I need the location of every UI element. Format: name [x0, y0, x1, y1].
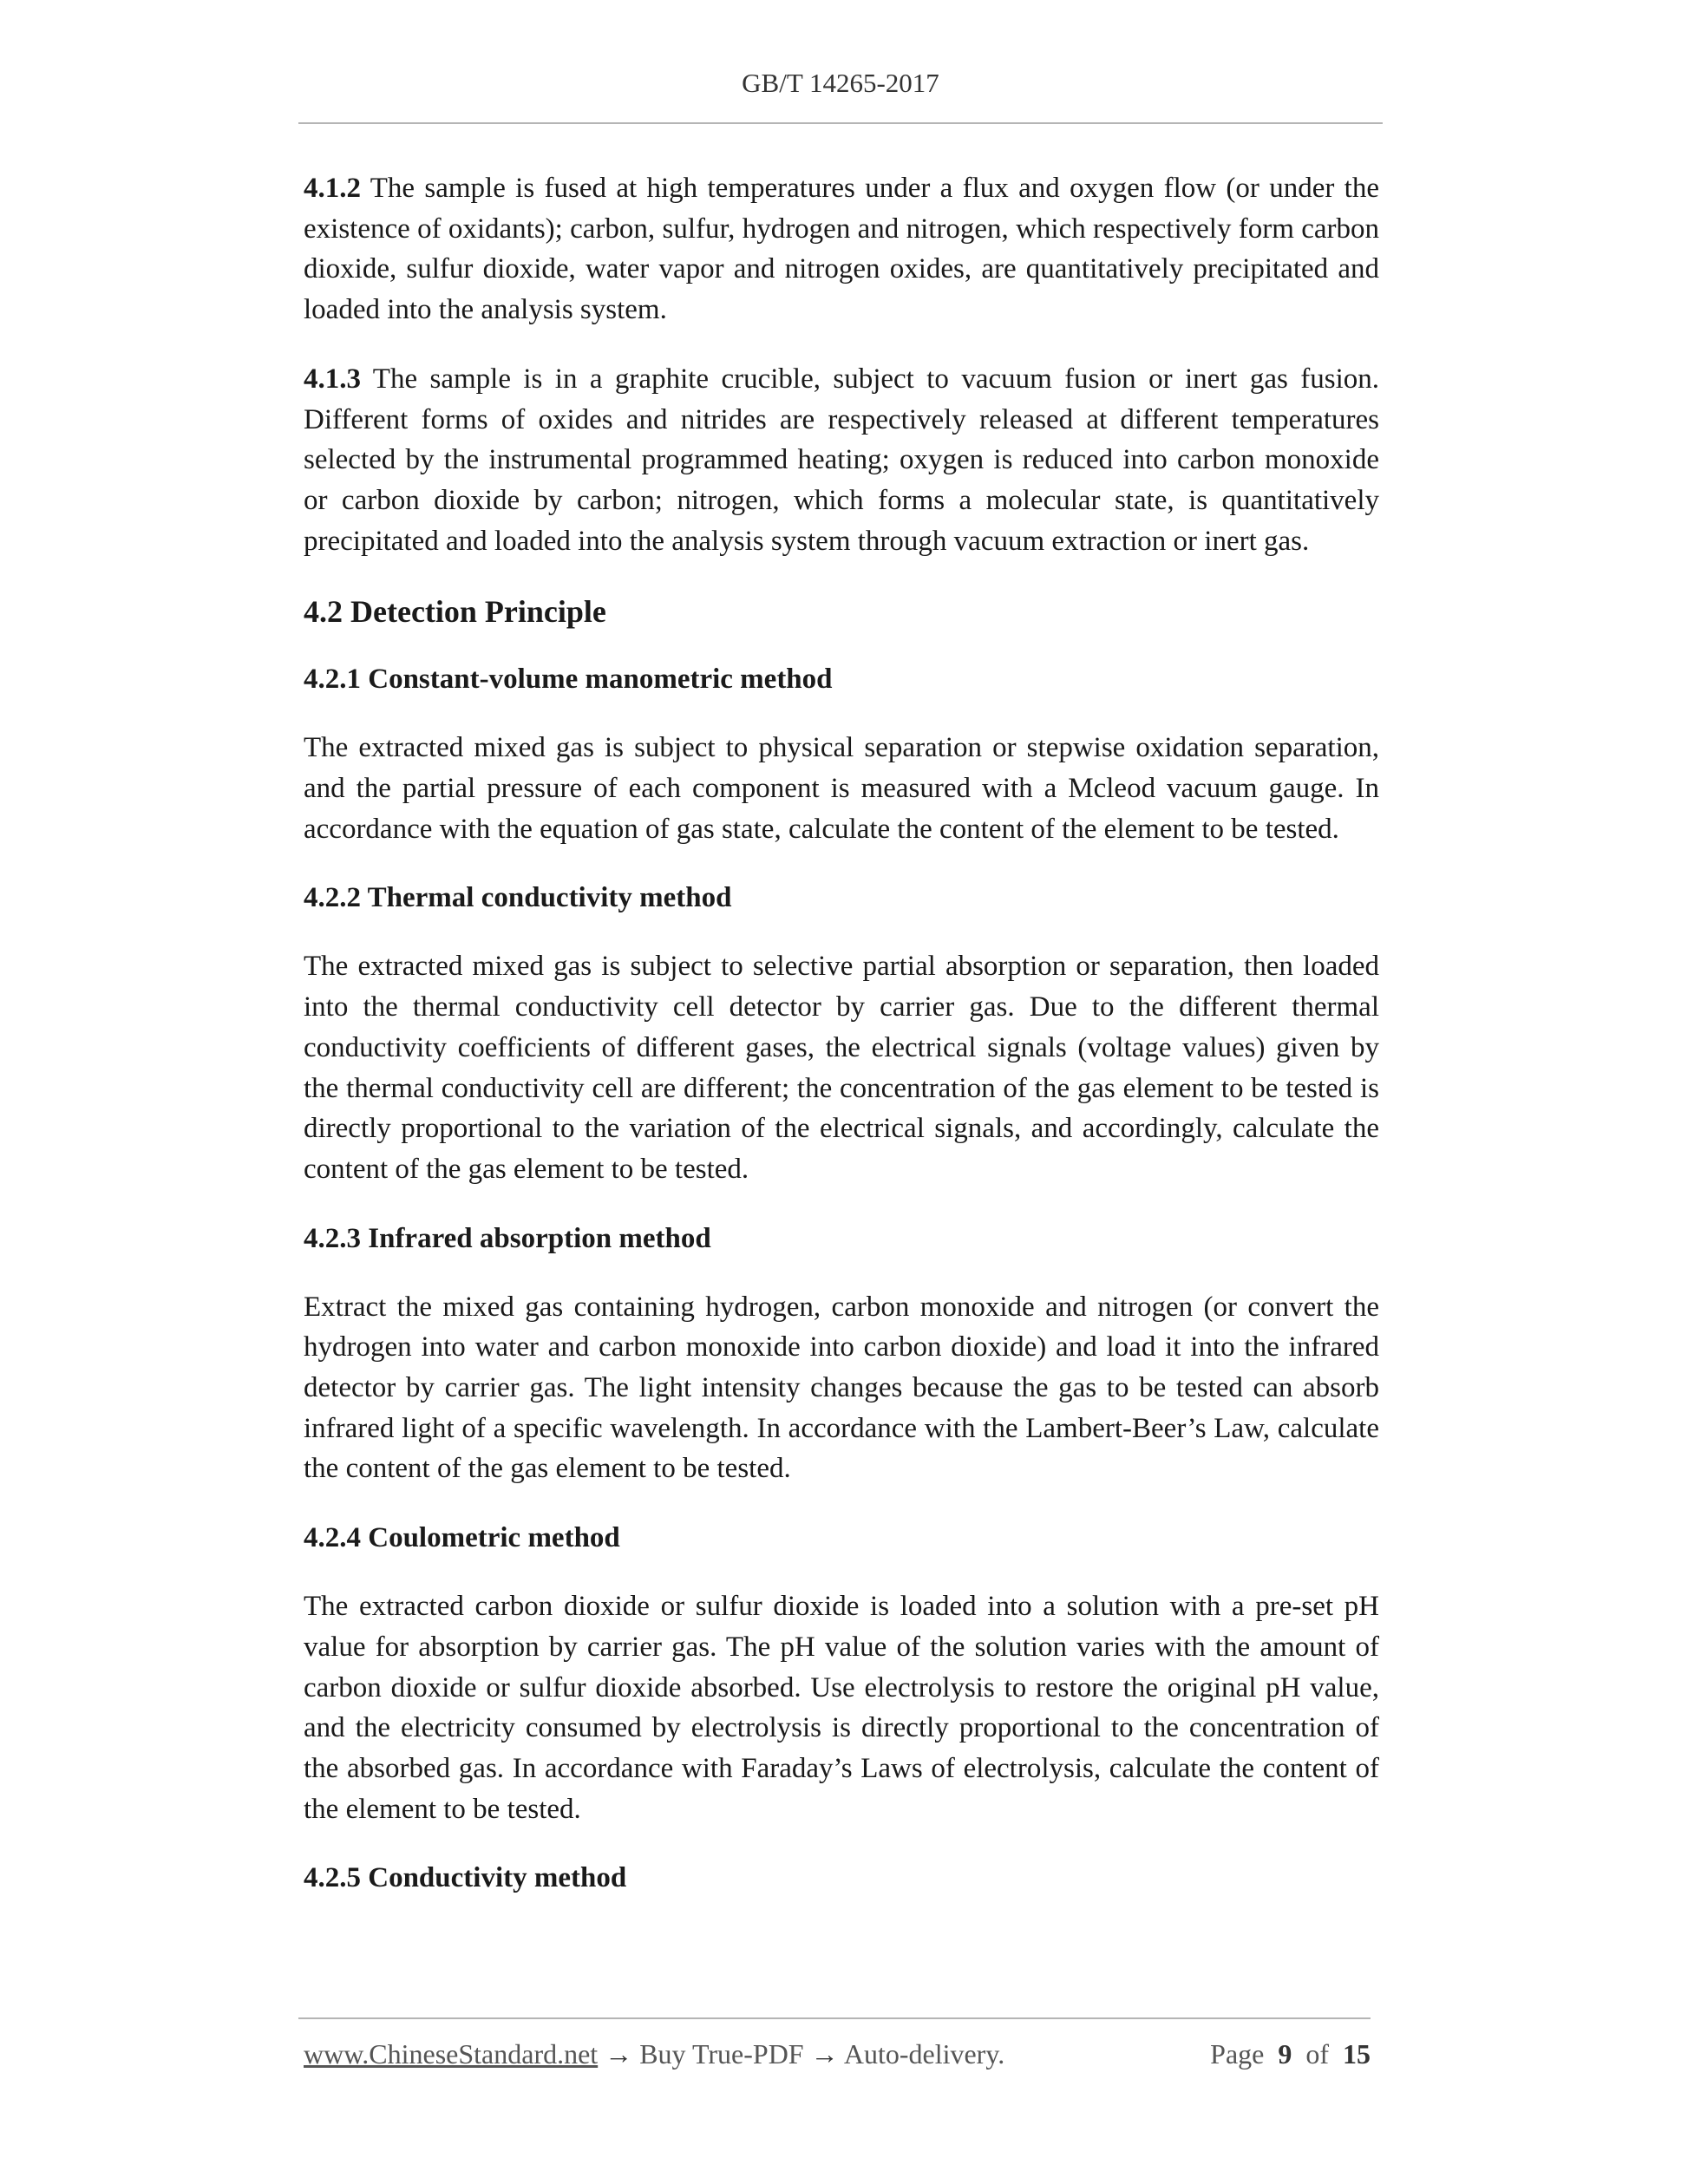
arrow-right-icon: →: [810, 2038, 839, 2070]
paragraph-4-1-3: [304, 359, 1379, 562]
paragraph-4-2-1: The extracted mixed gas is subject to physical separation or stepwise oxidation separation, and the partial pressure of each component is measured with a Mcleod vacuum gauge. In accordance with the equation of gas state, calculate the content of the element to be tested.: [304, 732, 1379, 845]
section-heading-4-2: 4.2 Detection Principle: [304, 594, 606, 630]
paragraph-4-2-4: The extracted carbon dioxide or sulfur dioxide is loaded into a solution with a pre-set pH value for absorption by carrier gas. The pH value of the solution varies with the amount of carbon dioxide or sulfur dioxide absorbed. Use electrolysis to restore the original pH value, and the electricity consumed by electrolysis is directly proportional to the concentration of the absorbed gas. In accordance with Faraday’s Laws of electrolysis, calculate the content of the element to be tested.: [304, 1591, 1379, 1825]
current-page-number: 9: [1278, 2038, 1292, 2070]
page-label: Page: [1210, 2038, 1265, 2070]
footer-divider: [298, 2017, 1371, 2019]
total-pages-number: 15: [1343, 2038, 1371, 2070]
delivery-text: Auto-delivery.: [838, 2038, 1005, 2070]
footer-promo: [304, 2038, 1004, 2070]
subsection-heading-4-2-2: 4.2.2 Thermal conductivity method: [304, 882, 732, 914]
header-divider: [298, 122, 1383, 124]
arrow-right-icon: →: [605, 2038, 633, 2070]
subsection-heading-4-2-5: 4.2.5 Conductivity method: [304, 1862, 627, 1894]
subsection-heading-4-2-1: 4.2.1 Constant-volume manometric method: [304, 664, 833, 696]
page-footer: [304, 2038, 1371, 2078]
clause-number: 4.1.3: [304, 363, 361, 395]
subsection-heading-4-2-3: 4.2.3 Infrared absorption method: [304, 1222, 711, 1254]
page-header: GB/T 14265-2017: [742, 68, 939, 98]
buy-text: Buy True-PDF: [632, 2038, 811, 2070]
paragraph-4-2-3: Extract the mixed gas containing hydrogen, carbon monoxide and nitrogen (or convert the hydrogen into water and carbon monoxide into carbon dioxide) and load it into the infrared detector by carrier gas. The light intensity changes because the gas to be tested can absorb infrared light of a specific wavelength. In accordance with the Lambert-Beer’s Law, calculate the content of the gas element to be tested.: [304, 1291, 1379, 1485]
of-label: of: [1305, 2038, 1329, 2070]
clause-text: The sample is in a graphite crucible, subject to vacuum fusion or inert gas fusion. Different forms of oxides and nitrides are respectively released at different temperatures selected by the instrumental programmed heating; oxygen is reduced into carbon monoxide or carbon dioxide by carbon; nitrogen, which forms a molecular state, is quantitatively precipitated and loaded into the analysis system through vacuum extraction or inert gas.: [304, 363, 1379, 557]
subsection-heading-4-2-4: 4.2.4 Coulometric method: [304, 1522, 620, 1554]
website-link[interactable]: www.ChineseStandard.net: [304, 2038, 599, 2070]
document-body: [304, 168, 1379, 1926]
clause-text: The sample is fused at high temperatures under a flux and oxygen flow (or under the existence of oxidants); carbon, sulfur, hydrogen and nitrogen, which respectively form carbon dioxide, sulfur dioxide, water vapor and nitrogen oxides, are quantitatively precipitated and loaded into the analysis system.: [304, 173, 1379, 326]
clause-number: 4.1.2: [304, 173, 361, 204]
paragraph-4-2-2: The extracted mixed gas is subject to selective partial absorption or separation, then loaded into the thermal conductivity cell detector by carrier gas. Due to the different thermal conductivity coefficients of different gases, the electrical signals (voltage values) given by the thermal conductivity cell are different; the concentration of the gas element to be tested is directly proportional to the variation of the electrical signals, and accordingly, calculate the content of the gas element to be tested.: [304, 951, 1379, 1185]
paragraph-4-1-2: [304, 168, 1379, 330]
page-indicator: [1210, 2038, 1371, 2070]
